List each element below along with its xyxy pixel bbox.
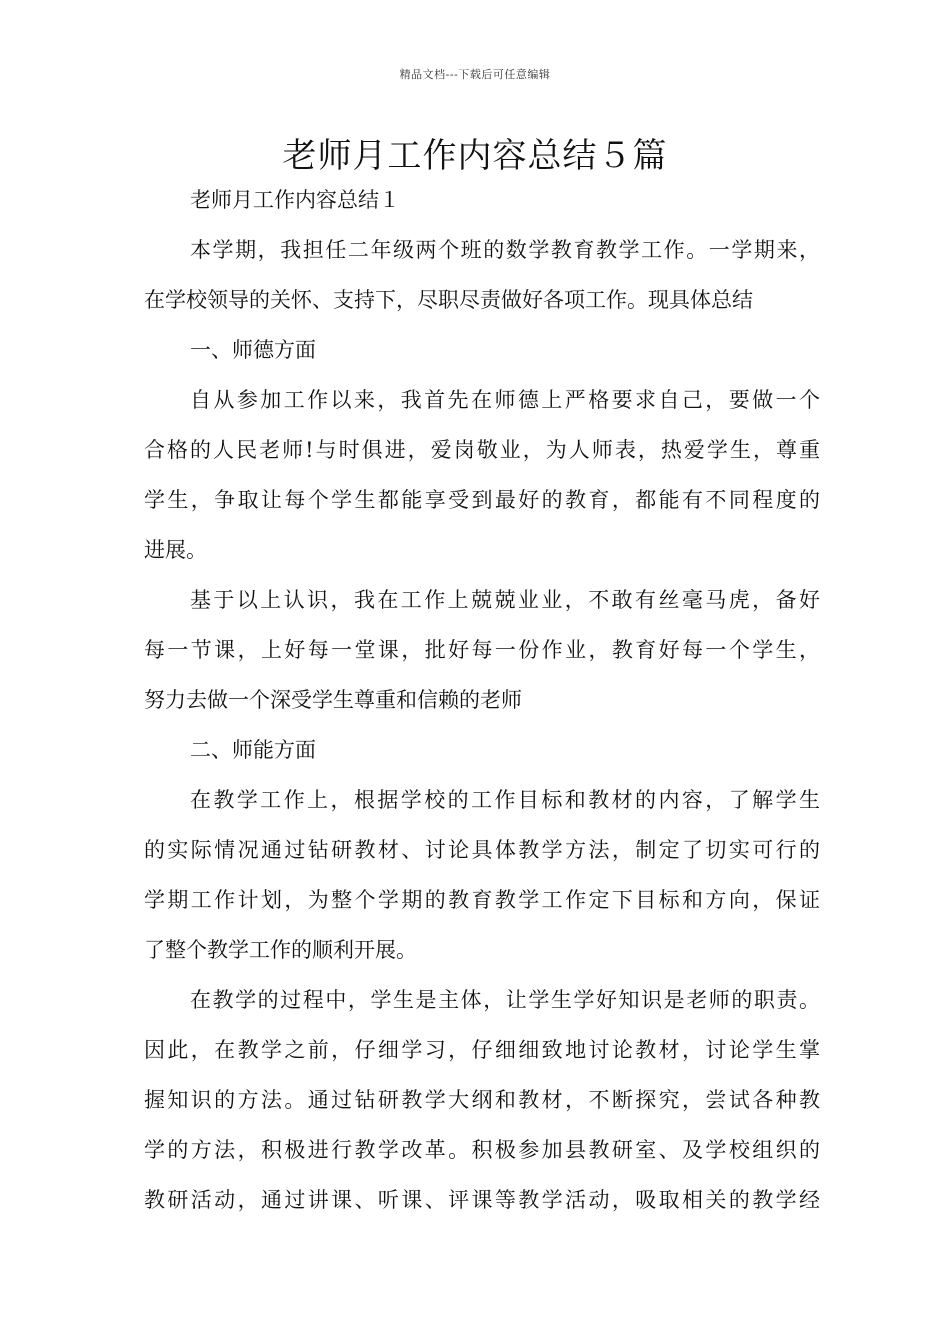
body-text-line: 二、师能方面: [190, 738, 316, 762]
document-title: 老师月工作内容总结５篇: [282, 136, 668, 176]
body-text-line: 努力去做一个深受学生尊重和信赖的老师: [144, 688, 522, 712]
body-text-line: 在学校领导的关怀、支持下，尽职尽责做好各项工作。现具体总结: [144, 288, 753, 312]
page-header-note: 精品文档---下载后可任意编辑: [399, 68, 551, 81]
body-text-line: 的实际情况通过钻研教材、讨论具体教学方法，制定了切实可行的: [144, 838, 820, 862]
body-text-line: 每一节课，上好每一堂课，批好每一份作业，教育好每一个学生，: [144, 638, 820, 662]
body-text-line: 本学期，我担任二年级两个班的数学教育教学工作。一学期来，: [190, 238, 820, 262]
body-text-line: 因此，在教学之前，仔细学习，仔细细致地讨论教材，讨论学生掌: [144, 1038, 820, 1062]
body-text-line: 学期工作计划，为整个学期的教育教学工作定下目标和方向，保证: [144, 888, 820, 912]
document-body: [144, 185, 820, 1235]
body-text-line: 学的方法，积极进行教学改革。积极参加县教研室、及学校组织的: [144, 1138, 820, 1162]
body-text-line: 老师月工作内容总结１: [190, 188, 400, 212]
body-text-line: 学生，争取让每个学生都能享受到最好的教育，都能有不同程度的: [144, 488, 820, 512]
body-text-line: 自从参加工作以来，我首先在师德上严格要求自己，要做一个: [190, 388, 820, 412]
body-text-line: 进展。: [144, 538, 207, 562]
body-text-line: 基于以上认识，我在工作上兢兢业业，不敢有丝毫马虎，备好: [190, 588, 820, 612]
body-text-line: 教研活动，通过讲课、听课、评课等教学活动，吸取相关的教学经: [144, 1188, 820, 1212]
body-text-line: 一、师德方面: [190, 338, 316, 362]
body-text-line: 了整个教学工作的顺利开展。: [144, 938, 417, 962]
body-text-line: 在教学工作上，根据学校的工作目标和教材的内容，了解学生: [190, 788, 820, 812]
body-text-line: 握知识的方法。通过钻研教学大纲和教材，不断探究，尝试各种教: [144, 1088, 820, 1112]
body-text-line: 合格的人民老师!与时俱进，爱岗敬业，为人师表，热爱学生，尊重: [144, 438, 820, 462]
body-text-line: 在教学的过程中，学生是主体，让学生学好知识是老师的职责。: [190, 988, 820, 1012]
